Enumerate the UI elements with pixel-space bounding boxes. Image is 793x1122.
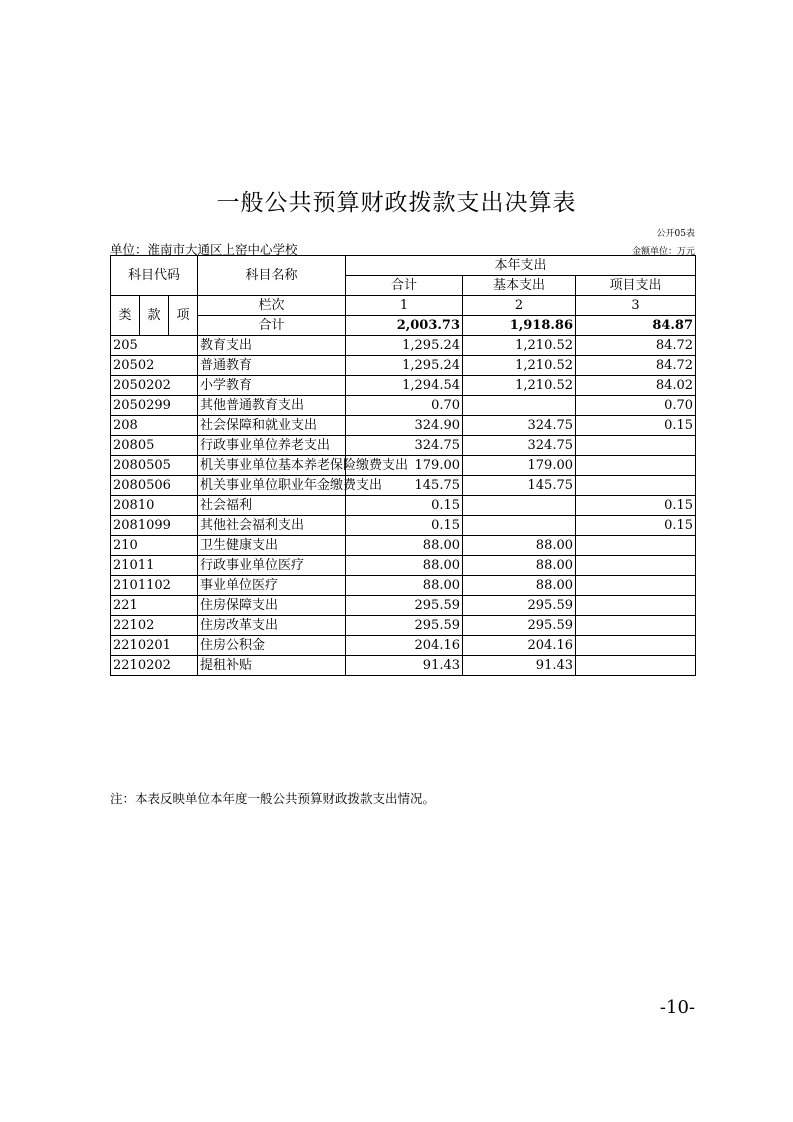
total-amount: 2,003.73	[346, 316, 463, 336]
row-project: 0.15	[576, 516, 696, 536]
header-basic: 基本支出	[463, 276, 576, 296]
header-year-expenditure: 本年支出	[346, 256, 696, 276]
row-total: 88.00	[346, 556, 463, 576]
table-note: 注：本表反映单位本年度一般公共预算财政拨款支出情况。	[110, 791, 436, 806]
row-basic: 88.00	[463, 536, 576, 556]
row-name: 小学教育	[198, 376, 346, 396]
header-name: 科目名称	[198, 256, 346, 296]
total-row	[111, 316, 696, 336]
table-row	[111, 636, 696, 656]
table-row	[111, 556, 696, 576]
table-row	[111, 496, 696, 516]
table-row	[111, 456, 696, 476]
expenditure-table	[110, 255, 696, 676]
row-basic: 204.16	[463, 636, 576, 656]
header-lei: 类	[111, 296, 140, 336]
header-kuan: 款	[140, 296, 169, 336]
row-code: 2050299	[111, 396, 198, 416]
row-total: 1,295.24	[346, 336, 463, 356]
table-row	[111, 596, 696, 616]
row-basic: 88.00	[463, 576, 576, 596]
table-row	[111, 396, 696, 416]
row-project: 0.15	[576, 416, 696, 436]
row-basic: 1,210.52	[463, 376, 576, 396]
header-col-2: 2	[463, 296, 576, 316]
table-row	[111, 356, 696, 376]
row-name: 住房改革支出	[198, 616, 346, 636]
row-basic	[463, 516, 576, 536]
row-total: 88.00	[346, 576, 463, 596]
row-total: 91.43	[346, 656, 463, 676]
row-total: 1,295.24	[346, 356, 463, 376]
row-basic: 88.00	[463, 556, 576, 576]
header-code: 科目代码	[111, 256, 198, 296]
header-project: 项目支出	[576, 276, 696, 296]
row-basic: 179.00	[463, 456, 576, 476]
row-project: 84.72	[576, 336, 696, 356]
row-project	[576, 436, 696, 456]
document-title: 一般公共预算财政拨款支出决算表	[216, 190, 577, 216]
row-code: 20805	[111, 436, 198, 456]
row-name: 住房保障支出	[198, 596, 346, 616]
table-row	[111, 416, 696, 436]
row-name: 机关事业单位基本养老保险缴费支出	[198, 456, 346, 476]
row-total: 145.75	[346, 476, 463, 496]
row-code: 221	[111, 596, 198, 616]
row-basic: 1,210.52	[463, 336, 576, 356]
row-basic: 145.75	[463, 476, 576, 496]
row-code: 2081099	[111, 516, 198, 536]
row-basic: 91.43	[463, 656, 576, 676]
page-number: -10-	[659, 997, 695, 1018]
header-xiang: 项	[169, 296, 198, 336]
row-name: 其他普通教育支出	[198, 396, 346, 416]
header-row-3	[111, 296, 696, 316]
row-code: 2080505	[111, 456, 198, 476]
row-project: 84.02	[576, 376, 696, 396]
row-project	[576, 656, 696, 676]
total-basic: 1,918.86	[463, 316, 576, 336]
row-project	[576, 476, 696, 496]
row-total: 88.00	[346, 536, 463, 556]
total-label: 合计	[198, 316, 346, 336]
row-code: 2101102	[111, 576, 198, 596]
row-code: 2050202	[111, 376, 198, 396]
row-basic: 324.75	[463, 416, 576, 436]
row-project: 84.72	[576, 356, 696, 376]
row-name: 社会保障和就业支出	[198, 416, 346, 436]
row-total: 295.59	[346, 596, 463, 616]
row-basic	[463, 496, 576, 516]
row-code: 20502	[111, 356, 198, 376]
row-project	[576, 536, 696, 556]
row-project: 0.70	[576, 396, 696, 416]
table-row	[111, 516, 696, 536]
row-project	[576, 636, 696, 656]
table-row	[111, 376, 696, 396]
row-total: 204.16	[346, 636, 463, 656]
row-total: 324.75	[346, 436, 463, 456]
header-total: 合计	[346, 276, 463, 296]
form-code: 公开05表	[656, 229, 695, 239]
table-row	[111, 476, 696, 496]
row-project: 0.15	[576, 496, 696, 516]
row-code: 21011	[111, 556, 198, 576]
row-code: 20810	[111, 496, 198, 516]
row-total: 324.90	[346, 416, 463, 436]
row-basic: 324.75	[463, 436, 576, 456]
row-total: 179.00	[346, 456, 463, 476]
row-project	[576, 576, 696, 596]
row-project	[576, 556, 696, 576]
unit-organization: 单位：淮南市大通区上窑中心学校	[110, 242, 298, 257]
header-col-1: 1	[346, 296, 463, 316]
row-code: 2210201	[111, 636, 198, 656]
row-name: 提租补贴	[198, 656, 346, 676]
row-basic: 295.59	[463, 616, 576, 636]
row-name: 行政事业单位医疗	[198, 556, 346, 576]
row-project	[576, 456, 696, 476]
row-code: 208	[111, 416, 198, 436]
row-total: 295.59	[346, 616, 463, 636]
table-row	[111, 436, 696, 456]
table-row	[111, 536, 696, 556]
row-project	[576, 616, 696, 636]
row-total: 1,294.54	[346, 376, 463, 396]
row-code: 210	[111, 536, 198, 556]
row-code: 2210202	[111, 656, 198, 676]
table-row	[111, 336, 696, 356]
total-project: 84.87	[576, 316, 696, 336]
row-name: 事业单位医疗	[198, 576, 346, 596]
row-project	[576, 596, 696, 616]
table-row	[111, 656, 696, 676]
unit-money: 金额单位：万元	[631, 247, 695, 257]
row-name: 住房公积金	[198, 636, 346, 656]
row-name: 教育支出	[198, 336, 346, 356]
row-total: 0.15	[346, 496, 463, 516]
row-name: 行政事业单位养老支出	[198, 436, 346, 456]
table-row	[111, 616, 696, 636]
table-row	[111, 576, 696, 596]
row-name: 社会福利	[198, 496, 346, 516]
row-basic: 295.59	[463, 596, 576, 616]
header-col-3: 3	[576, 296, 696, 316]
row-name: 卫生健康支出	[198, 536, 346, 556]
row-name: 其他社会福利支出	[198, 516, 346, 536]
row-total: 0.15	[346, 516, 463, 536]
header-row-1	[111, 256, 696, 276]
row-code: 205	[111, 336, 198, 356]
row-name: 机关事业单位职业年金缴费支出	[198, 476, 346, 496]
row-code: 2080506	[111, 476, 198, 496]
row-name: 普通教育	[198, 356, 346, 376]
row-code: 22102	[111, 616, 198, 636]
row-total: 0.70	[346, 396, 463, 416]
row-basic: 1,210.52	[463, 356, 576, 376]
header-lanci: 栏次	[198, 296, 346, 316]
row-basic	[463, 396, 576, 416]
